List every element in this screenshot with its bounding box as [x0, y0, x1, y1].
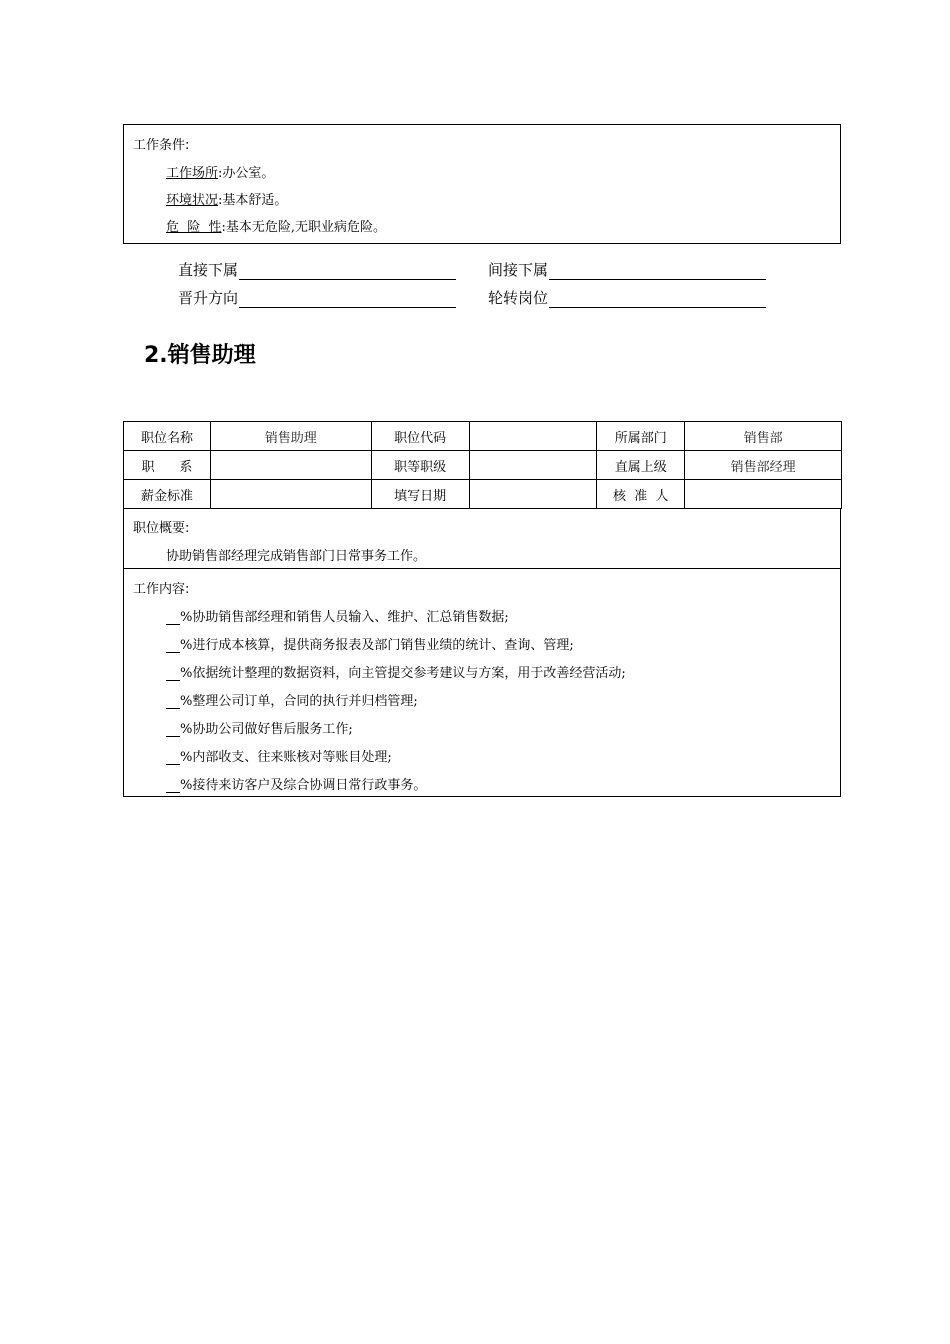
list-item-text: %接待来访客户及综合协调日常行政事务。: [180, 778, 427, 793]
position-name-label: 职位名称: [124, 422, 211, 451]
indirect-subordinate-label: 间接下属: [488, 261, 549, 279]
grade-value: [469, 451, 597, 480]
section-title: 2.销售助理: [144, 343, 256, 368]
list-item: [166, 718, 353, 737]
list-item-text: %内部收支、往来账核对等账目处理;: [180, 750, 392, 765]
supervisor-label: 直属上级: [597, 451, 685, 480]
environment-value: :基本舒适。: [218, 193, 288, 208]
list-item-text: %进行成本核算，提供商务报表及部门销售业绩的统计、查询、管理;: [180, 638, 574, 653]
check-blank: [166, 752, 180, 765]
check-blank: [166, 640, 180, 653]
list-item: [166, 774, 426, 793]
list-item-text: %整理公司订单，合同的执行并归档管理;: [180, 694, 418, 709]
position-code-label: 职位代码: [371, 422, 469, 451]
direct-subordinate-label: 直接下属: [178, 261, 239, 279]
work-location-value: :办公室。: [218, 166, 275, 181]
rotation-blank: [549, 292, 766, 308]
approver-value: [685, 480, 842, 509]
promotion-blank: [239, 292, 456, 308]
check-blank: [166, 724, 180, 737]
indirect-subordinate-blank: [549, 264, 766, 280]
table-row: [124, 422, 842, 451]
working-conditions-title: 工作条件:: [133, 138, 190, 153]
department-value: 销售部: [685, 422, 842, 451]
environment-label: 环境状况: [166, 193, 219, 208]
direct-subordinate-blank: [239, 264, 456, 280]
list-item: [166, 746, 392, 765]
approver-label: 核 准 人: [597, 480, 685, 509]
salary-value: [210, 480, 371, 509]
work-location-label: 工作场所: [166, 166, 219, 181]
direct-subordinate-row: [178, 259, 456, 280]
position-name-value: 销售助理: [210, 422, 371, 451]
list-item: [166, 662, 626, 681]
promotion-row: [178, 287, 456, 308]
check-blank: [166, 612, 180, 625]
check-blank: [166, 696, 180, 709]
grade-label: 职等职级: [371, 451, 469, 480]
fill-date-label: 填写日期: [371, 480, 469, 509]
working-conditions-box: [123, 124, 841, 244]
environment-line: [166, 189, 287, 208]
list-item-text: %协助销售部经理和销售人员输入、维护、汇总销售数据;: [180, 610, 509, 625]
job-family-label: 职 系: [124, 451, 211, 480]
list-item: [166, 606, 509, 625]
check-blank: [166, 668, 180, 681]
rotation-label: 轮转岗位: [488, 289, 549, 307]
department-label: 所属部门: [597, 422, 685, 451]
work-location-line: [166, 162, 274, 181]
work-content-box: [123, 568, 841, 797]
table-row: [124, 451, 842, 480]
risk-value: :基本无危险,无职业病危险。: [221, 220, 387, 235]
supervisor-value: 销售部经理: [685, 451, 842, 480]
work-content-title: 工作内容:: [133, 582, 190, 597]
list-item: [166, 634, 574, 653]
indirect-subordinate-row: [488, 259, 766, 280]
rotation-row: [488, 287, 766, 308]
check-blank: [166, 780, 180, 793]
position-summary-box: [123, 508, 841, 569]
position-info-table: [123, 421, 842, 509]
job-family-value: [210, 451, 371, 480]
list-item: [166, 690, 418, 709]
fill-date-value: [469, 480, 597, 509]
position-code-value: [469, 422, 597, 451]
table-row: [124, 480, 842, 509]
position-summary-title: 职位概要:: [133, 521, 190, 536]
risk-line: [166, 216, 386, 235]
salary-label: 薪金标准: [124, 480, 211, 509]
list-item-text: %依据统计整理的数据资料，向主管提交参考建议与方案，用于改善经营活动;: [180, 666, 626, 681]
promotion-label: 晋升方向: [178, 289, 239, 307]
list-item-text: %协助公司做好售后服务工作;: [180, 722, 353, 737]
position-summary-text: 协助销售部经理完成销售部门日常事务工作。: [166, 549, 427, 564]
risk-label: 危 险 性: [166, 220, 222, 235]
